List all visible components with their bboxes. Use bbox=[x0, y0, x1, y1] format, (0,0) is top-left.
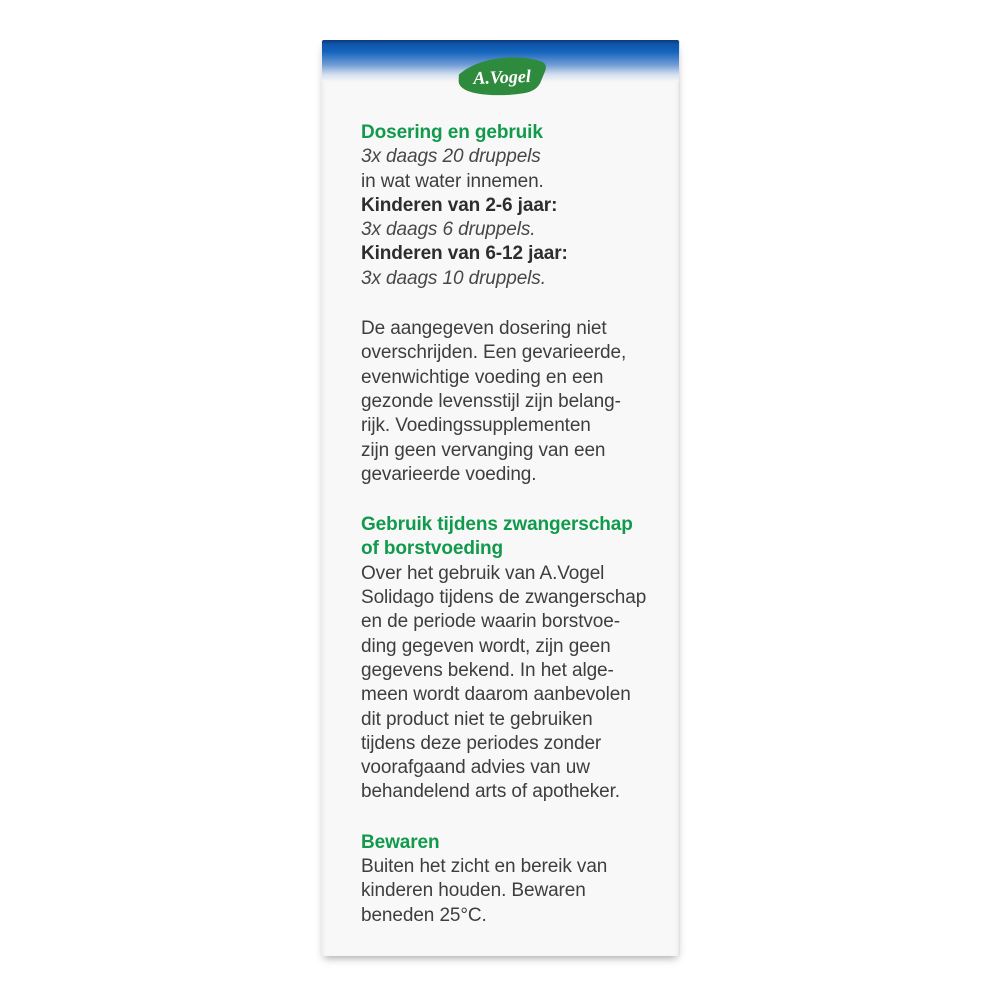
body-line: beneden 25°C. bbox=[361, 904, 487, 926]
dosage-line: 3x daags 10 druppels. bbox=[361, 267, 546, 289]
section-dosering bbox=[361, 121, 661, 291]
dosage-line: Kinderen van 2-6 jaar: bbox=[361, 194, 558, 216]
body-line: meen wordt daarom aanbevolen bbox=[361, 684, 631, 706]
avogel-logo bbox=[455, 53, 548, 98]
section-heading: Dosering en gebruik bbox=[361, 122, 543, 143]
body-line: tijdens deze periodes zonder bbox=[361, 732, 602, 754]
body-line: gegevens bekend. In het alge- bbox=[361, 659, 614, 681]
brand-band bbox=[322, 40, 679, 88]
section-heading: Bewaren bbox=[361, 831, 440, 853]
body-line: Over het gebruik van A.Vogel bbox=[361, 562, 605, 584]
dosage-line: in wat water innemen. bbox=[361, 170, 544, 192]
panel-text bbox=[361, 121, 661, 928]
body-line: evenwichtige voeding en een bbox=[361, 366, 604, 388]
body-line: behandelend arts of apotheker. bbox=[361, 781, 620, 803]
product-box-panel bbox=[321, 40, 680, 956]
body-line: Solidago tijdens de zwangerschap bbox=[361, 587, 647, 609]
body-line: zijn geen vervanging van een bbox=[361, 439, 606, 461]
section-heading: of borstvoeding bbox=[361, 538, 504, 560]
dosage-line: 3x daags 20 druppels bbox=[361, 146, 541, 168]
logo-text: A.Vogel bbox=[472, 66, 532, 88]
body-line: dit product niet te gebruiken bbox=[361, 708, 593, 730]
body-line: Buiten het zicht en bereik van bbox=[361, 856, 608, 878]
body-line: kinderen houden. Bewaren bbox=[361, 880, 586, 902]
section-zwangerschap bbox=[361, 513, 661, 805]
dosage-line: 3x daags 6 druppels. bbox=[361, 219, 536, 241]
body-line: overschrijden. Een gevarieerde, bbox=[361, 342, 627, 364]
dosage-line: Kinderen van 6-12 jaar: bbox=[361, 243, 568, 265]
body-line: gezonde levensstijl zijn belang- bbox=[361, 390, 621, 412]
body-line: De aangegeven dosering niet bbox=[361, 318, 607, 340]
section-algemeen-advies bbox=[361, 317, 661, 487]
body-line: voorafgaand advies van uw bbox=[361, 757, 590, 779]
section-bewaren bbox=[361, 831, 661, 928]
section-heading: Gebruik tijdens zwangerschap bbox=[361, 514, 633, 536]
body-line: gevarieerde voeding. bbox=[361, 463, 537, 485]
body-line: rijk. Voedingssupplementen bbox=[361, 415, 591, 437]
body-line: ding gegeven wordt, zijn geen bbox=[361, 635, 611, 657]
body-line: en de periode waarin borstvoe- bbox=[361, 611, 620, 633]
